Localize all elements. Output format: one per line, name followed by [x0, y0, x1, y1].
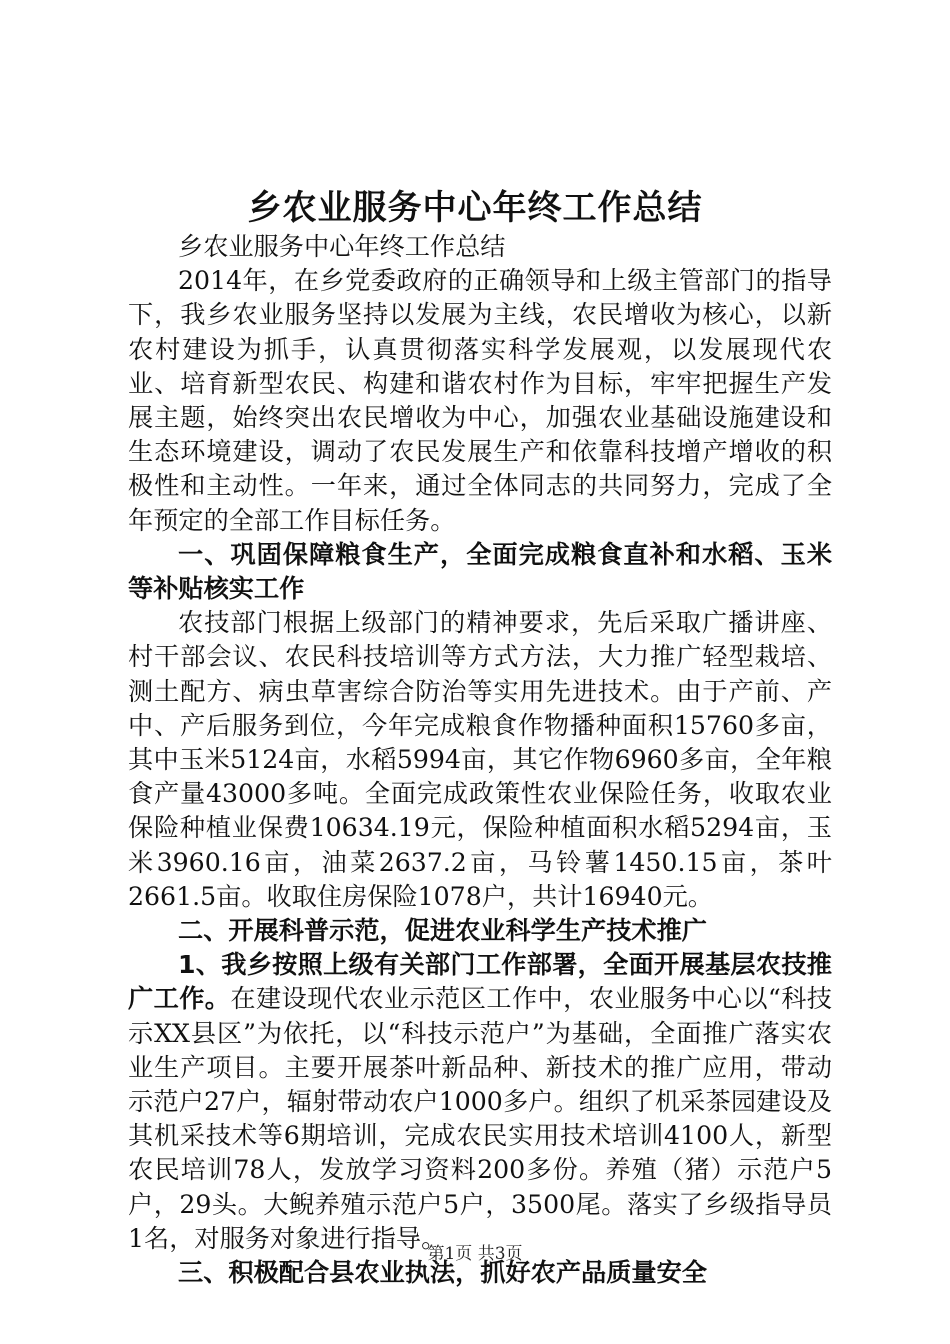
page-number-footer: 第1页 共3页 [427, 1244, 523, 1264]
document-title: 乡农业服务中心年终工作总结 [247, 188, 703, 228]
subtitle-paragraph: 乡农业服务中心年终工作总结 [178, 232, 506, 261]
body-paragraph: 农技部门根据上级部门的精神要求，先后采取广播讲座、村干部会议、农民科技培训等方式方法，大力推广轻型栽培、测土配方、病虫草害综合防治等实用先进技术。由于产前、产中、产后服务到位，今年完成粮食作物播种面积15760多亩，其中玉米5124亩，水稻5994亩，其它作物6960多亩，全年粮食产量43000多吨。全面完成政策性农业保险任务，收取农业保险种植业保费10634.19元，保险种植面积水稻5294亩，玉米3960.16亩，油菜2637.2亩，马铃薯1450.15亩，茶叶2661.5亩。收取住房保险1078户，共计16940元。 [128, 608, 832, 911]
document-body [128, 230, 832, 1290]
section-heading-1: 一、巩固保障粮食生产，全面完成粮食直补和水稻、玉米等补贴核实工作 [128, 539, 832, 604]
body-paragraph-mixed [128, 948, 832, 1256]
section-heading-2: 二、开展科普示范，促进农业科学生产技术推广 [178, 916, 707, 946]
paragraph-continuation: 在建设现代农业示范区工作中，农业服务中心以“科技示XX县区”为依托，以“科技示范户”为基础，全面推广落实农业生产项目。主要开展茶叶新品种、新技术的推广应用，带动示范户27户，辐射带动农户1000多户。组织了机采茶园建设及其机采技术等6期培训，完成农民实用技术培训4100人，新型农民培训78人，发放学习资料200多份。养殖（猪）示范户5户，29头。大鲵养殖示范户5户，3500尾。落实了乡级指导员1名，对服务对象进行指导。 [128, 984, 832, 1253]
intro-paragraph: 2014年，在乡党委政府的正确领导和上级主管部门的指导下，我乡农业服务坚持以发展为主线，农民增收为核心，以新农村建设为抓手，认真贯彻落实科学发展观，以发展现代农业、培育新型农民、构建和谐农村作为目标，牢牢把握生产发展主题，始终突出农民增收为中心，加强农业基础设施建设和生态环境建设，调动了农民发展生产和依靠科技增产增收的积极性和主动性。一年来，通过全体同志的共同努力，完成了全年预定的全部工作目标任务。 [128, 266, 832, 535]
bold-lead-sentence: 1、我乡按照上级有关部门工作部署，全面开展基层农技推广工作。 [128, 950, 832, 1014]
section-heading-3: 三、积极配合县农业执法，抓好农产品质量安全 [178, 1258, 707, 1288]
